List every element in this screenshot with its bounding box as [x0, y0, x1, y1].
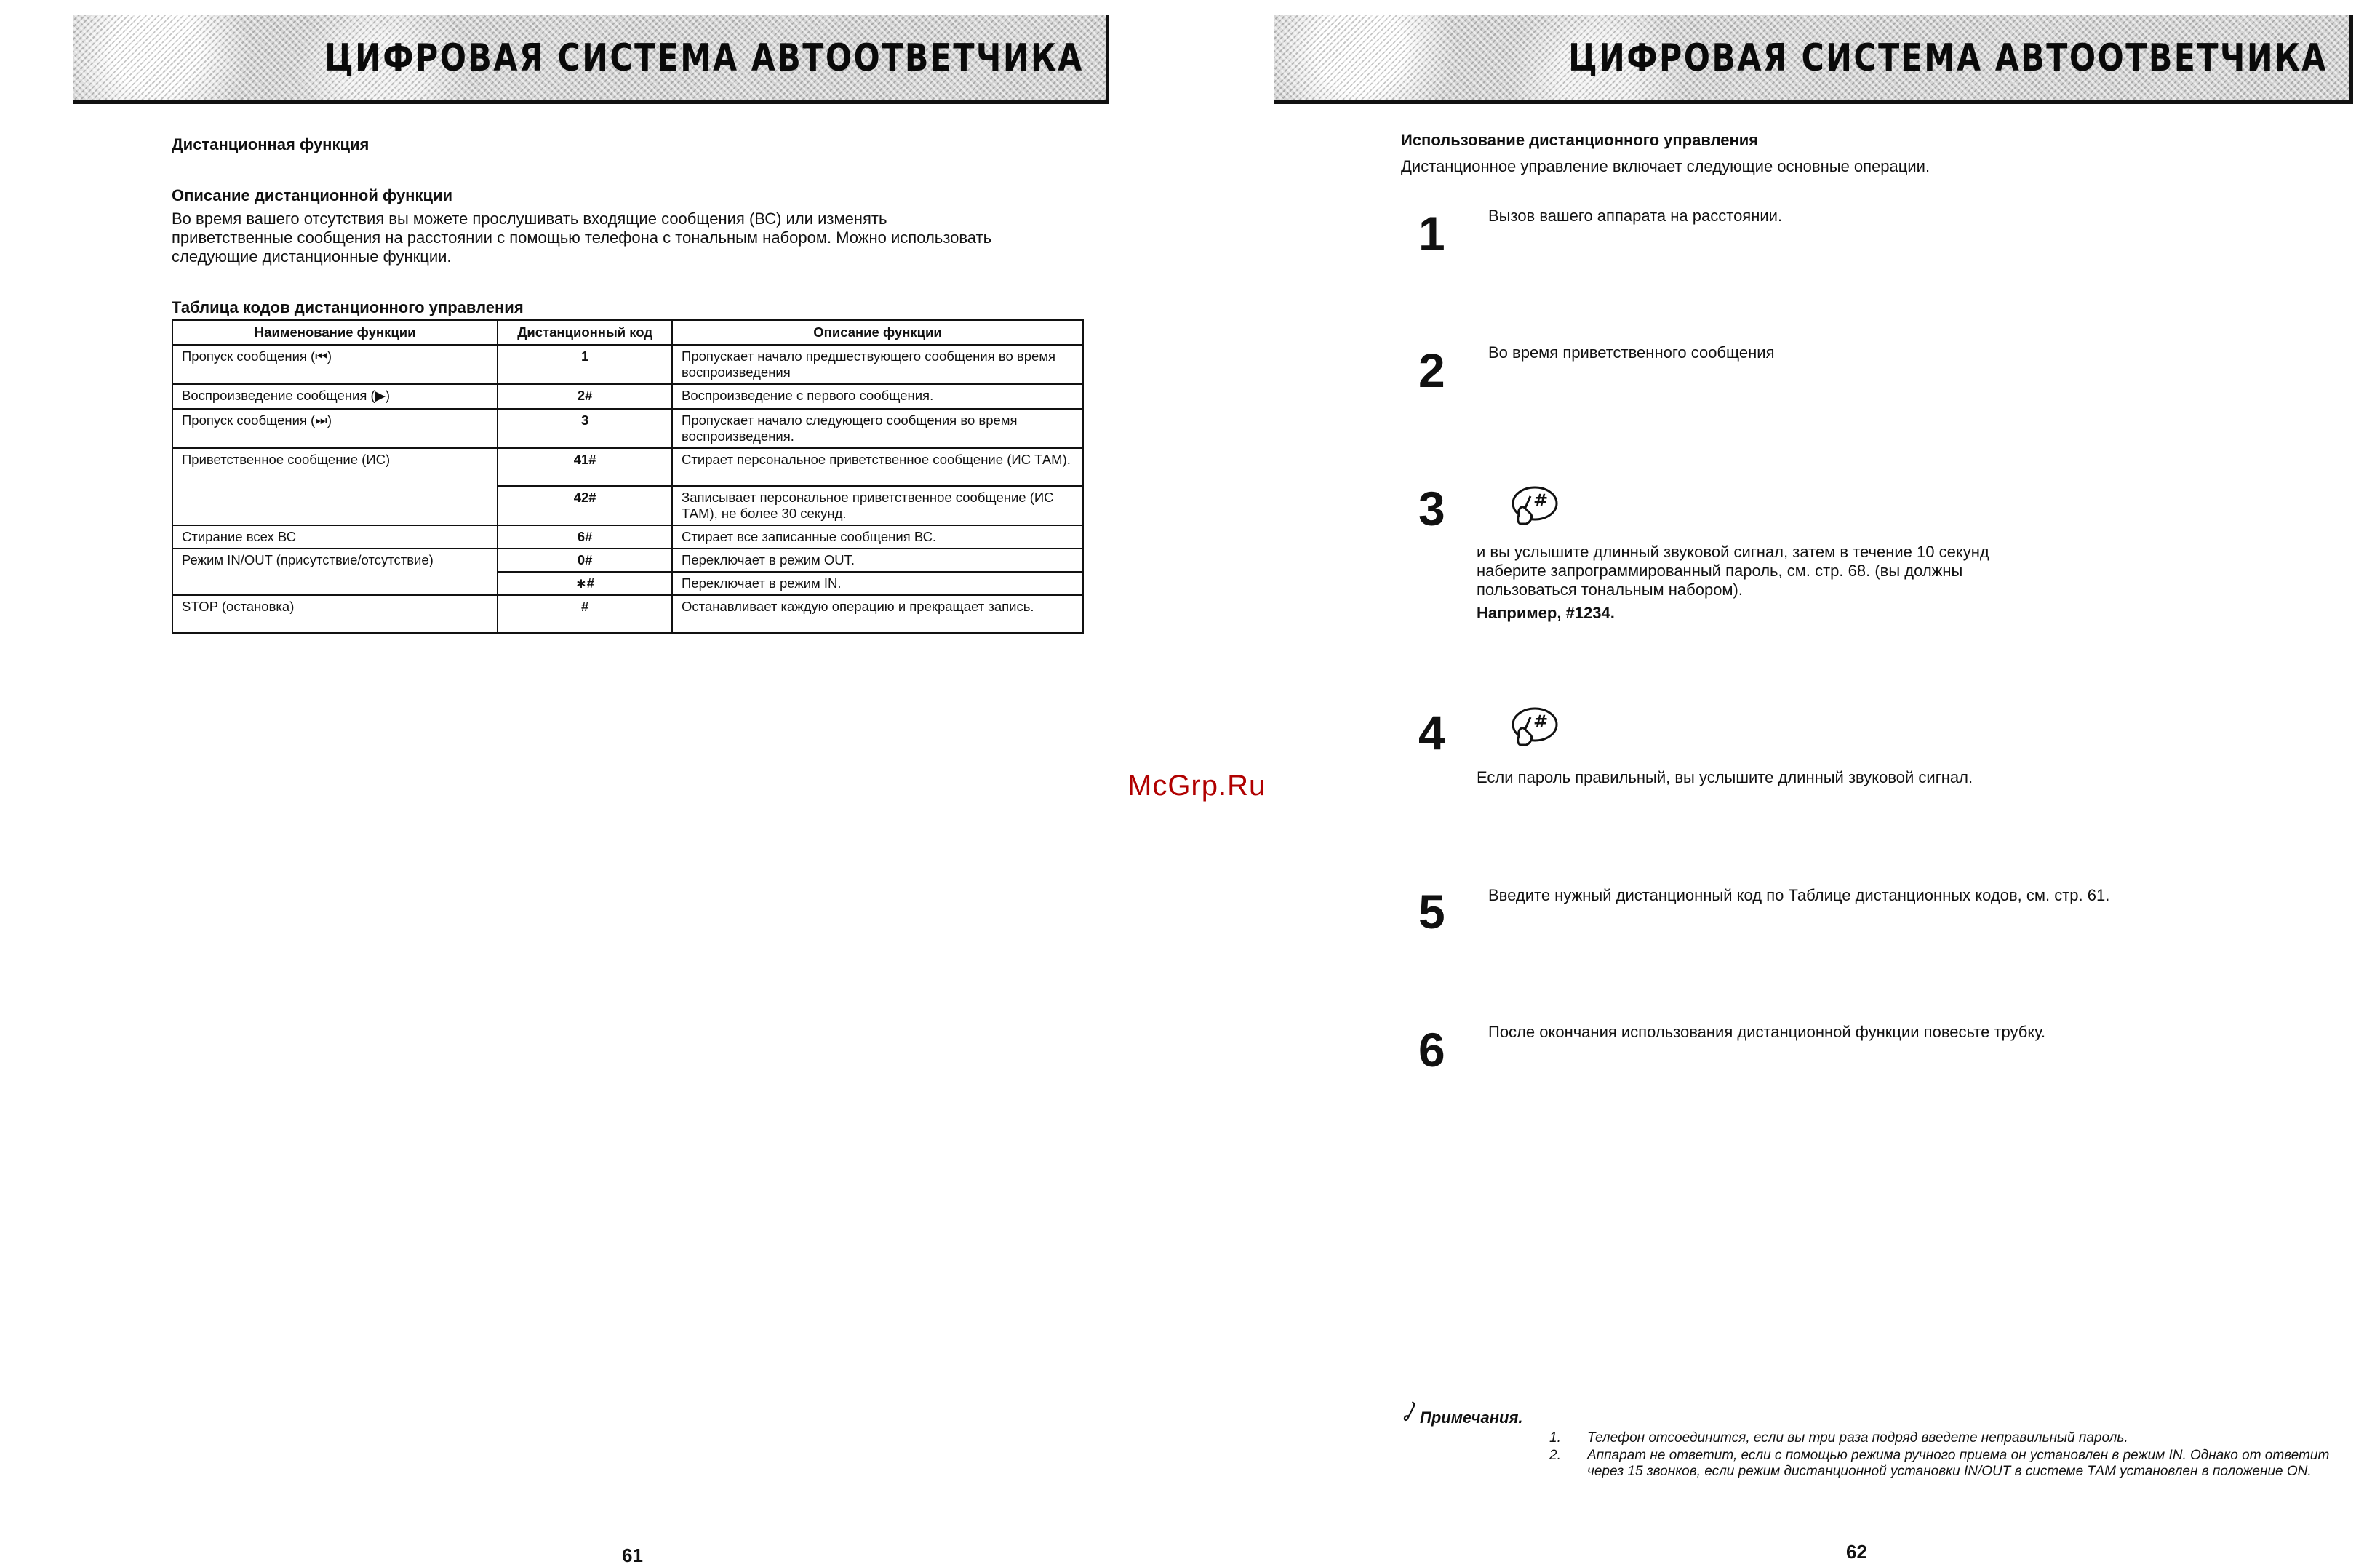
table-header-cell: Дистанционный код — [498, 320, 672, 346]
page-number-right: 62 — [1846, 1541, 1867, 1563]
right-header-banner — [1274, 15, 2353, 104]
table-row — [172, 384, 1083, 409]
watermark: McGrp.Ru — [1127, 770, 1266, 802]
function-desc-cell: Останавливает каждую операцию и прекращает запись. — [672, 595, 1083, 633]
step-number: 2 — [1418, 343, 1445, 397]
step-number: 6 — [1418, 1023, 1445, 1077]
code-cell: # — [498, 595, 672, 633]
table-header-row — [172, 320, 1083, 346]
function-desc-cell: Пропускает начало следующего сообщения во время воспроизведения. — [672, 409, 1083, 448]
note-item — [1549, 1430, 2365, 1446]
step-text: Вызов вашего аппарата на расстоянии. — [1488, 207, 1783, 225]
note-text: Телефон отсоединится, если вы три раза подряд введете неправильный пароль. — [1587, 1430, 2128, 1446]
function-desc-cell: Пропускает начало предшествующего сообщения во время воспроизведения — [672, 345, 1083, 384]
step-example: Например, #1234. — [1477, 604, 1615, 622]
code-cell: ∗# — [498, 572, 672, 595]
step-text: Введите нужный дистанционный код по Таблице дистанционных кодов, см. стр. 61. — [1488, 886, 2110, 904]
hand-pressing-hash-icon — [1509, 704, 1560, 751]
notes-title: Примечания. — [1420, 1408, 1523, 1427]
function-name-cell: Приветственное сообщение (ИС) — [172, 448, 498, 525]
function-desc-cell: Переключает в режим IN. — [672, 572, 1083, 595]
table-row — [172, 345, 1083, 384]
function-name-cell: Пропуск сообщения (⏭) — [172, 409, 498, 448]
section-title: Дистанционная функция — [172, 135, 370, 153]
page-number-left: 61 — [622, 1544, 643, 1566]
step-text: После окончания использования дистанционной функции повесьте трубку. — [1488, 1023, 2046, 1041]
function-desc-cell: Воспроизведение с первого сообщения. — [672, 384, 1083, 409]
code-cell: 42# — [498, 486, 672, 525]
function-name-cell: STOP (остановка) — [172, 595, 498, 633]
note-text: Аппарат не ответит, если с помощью режима ручного приема он установлен в режим IN. Однако от ответит через 15 звонков, если режим дистанционной установки IN/OUT в системе ТАМ установлен в положение ON. — [1587, 1448, 2330, 1479]
table-row — [172, 549, 1083, 572]
notes-list — [1549, 1430, 2365, 1481]
note-number: 1. — [1549, 1430, 1561, 1446]
note-pen-icon — [1402, 1400, 1418, 1424]
function-name-cell: Стирание всех ВС — [172, 525, 498, 549]
table-header-cell: Описание функции — [672, 320, 1083, 346]
function-desc-cell: Стирает все записанные сообщения ВС. — [672, 525, 1083, 549]
table-title: Таблица кодов дистанционного управления — [172, 298, 524, 316]
step-number: 1 — [1418, 207, 1445, 260]
code-cell: 41# — [498, 448, 672, 486]
function-desc-cell: Переключает в режим OUT. — [672, 549, 1083, 572]
description-title: Описание дистанционной функции — [172, 186, 453, 204]
table-row — [172, 525, 1083, 549]
step-number: 4 — [1418, 706, 1445, 759]
step-text: и вы услышите длинный звуковой сигнал, затем в течение 10 секунд наберите запрограммированный пароль, см. стр. 68. (вы должны пользоваться тональным набором). — [1477, 543, 1989, 599]
function-name-cell: Воспроизведение сообщения (▶) — [172, 384, 498, 409]
code-cell: 2# — [498, 384, 672, 409]
function-name-cell: Пропуск сообщения (⏮) — [172, 345, 498, 384]
function-desc-cell: Стирает персональное приветственное сообщение (ИС ТАМ). — [672, 448, 1083, 486]
svg-text:#: # — [1533, 711, 1549, 732]
note-number: 2. — [1549, 1448, 1561, 1463]
table-row — [172, 595, 1083, 633]
remote-codes-table — [172, 319, 1084, 634]
left-header-title: ЦИФРОВАЯ СИСТЕМА АВТООТВЕТЧИКА — [324, 36, 1084, 80]
code-cell: 0# — [498, 549, 672, 572]
description-text: Во время вашего отсутствия вы можете прослушивать входящие сообщения (ВС) или изменять приветственные сообщения на расстоянии с помощью телефона с тональным набором. Можно использовать следующие дистанционные функции. — [172, 210, 992, 266]
step-text: Если пароль правильный, вы услышите длинный звуковой сигнал. — [1477, 768, 1973, 786]
code-cell: 3 — [498, 409, 672, 448]
code-cell: 6# — [498, 525, 672, 549]
step-number: 5 — [1418, 885, 1445, 938]
code-cell: 1 — [498, 345, 672, 384]
right-intro: Дистанционное управление включает следующие основные операции. — [1401, 157, 1930, 175]
function-desc-cell: Записывает персональное приветственное сообщение (ИС ТАМ), не более 30 секунд. — [672, 486, 1083, 525]
step-text: Во время приветственного сообщения — [1488, 343, 1775, 362]
svg-text:#: # — [1533, 490, 1549, 511]
table-row — [172, 409, 1083, 448]
table-header-cell: Наименование функции — [172, 320, 498, 346]
right-title: Использование дистанционного управления — [1401, 131, 1759, 149]
left-header-banner — [73, 15, 1109, 104]
function-name-cell: Режим IN/OUT (присутствие/отсутствие) — [172, 549, 498, 595]
hand-pressing-hash-icon — [1509, 483, 1560, 530]
step-number: 3 — [1418, 482, 1445, 535]
table-row — [172, 448, 1083, 486]
note-item — [1549, 1448, 2365, 1480]
right-header-title: ЦИФРОВАЯ СИСТЕМА АВТООТВЕТЧИКА — [1568, 36, 2328, 80]
